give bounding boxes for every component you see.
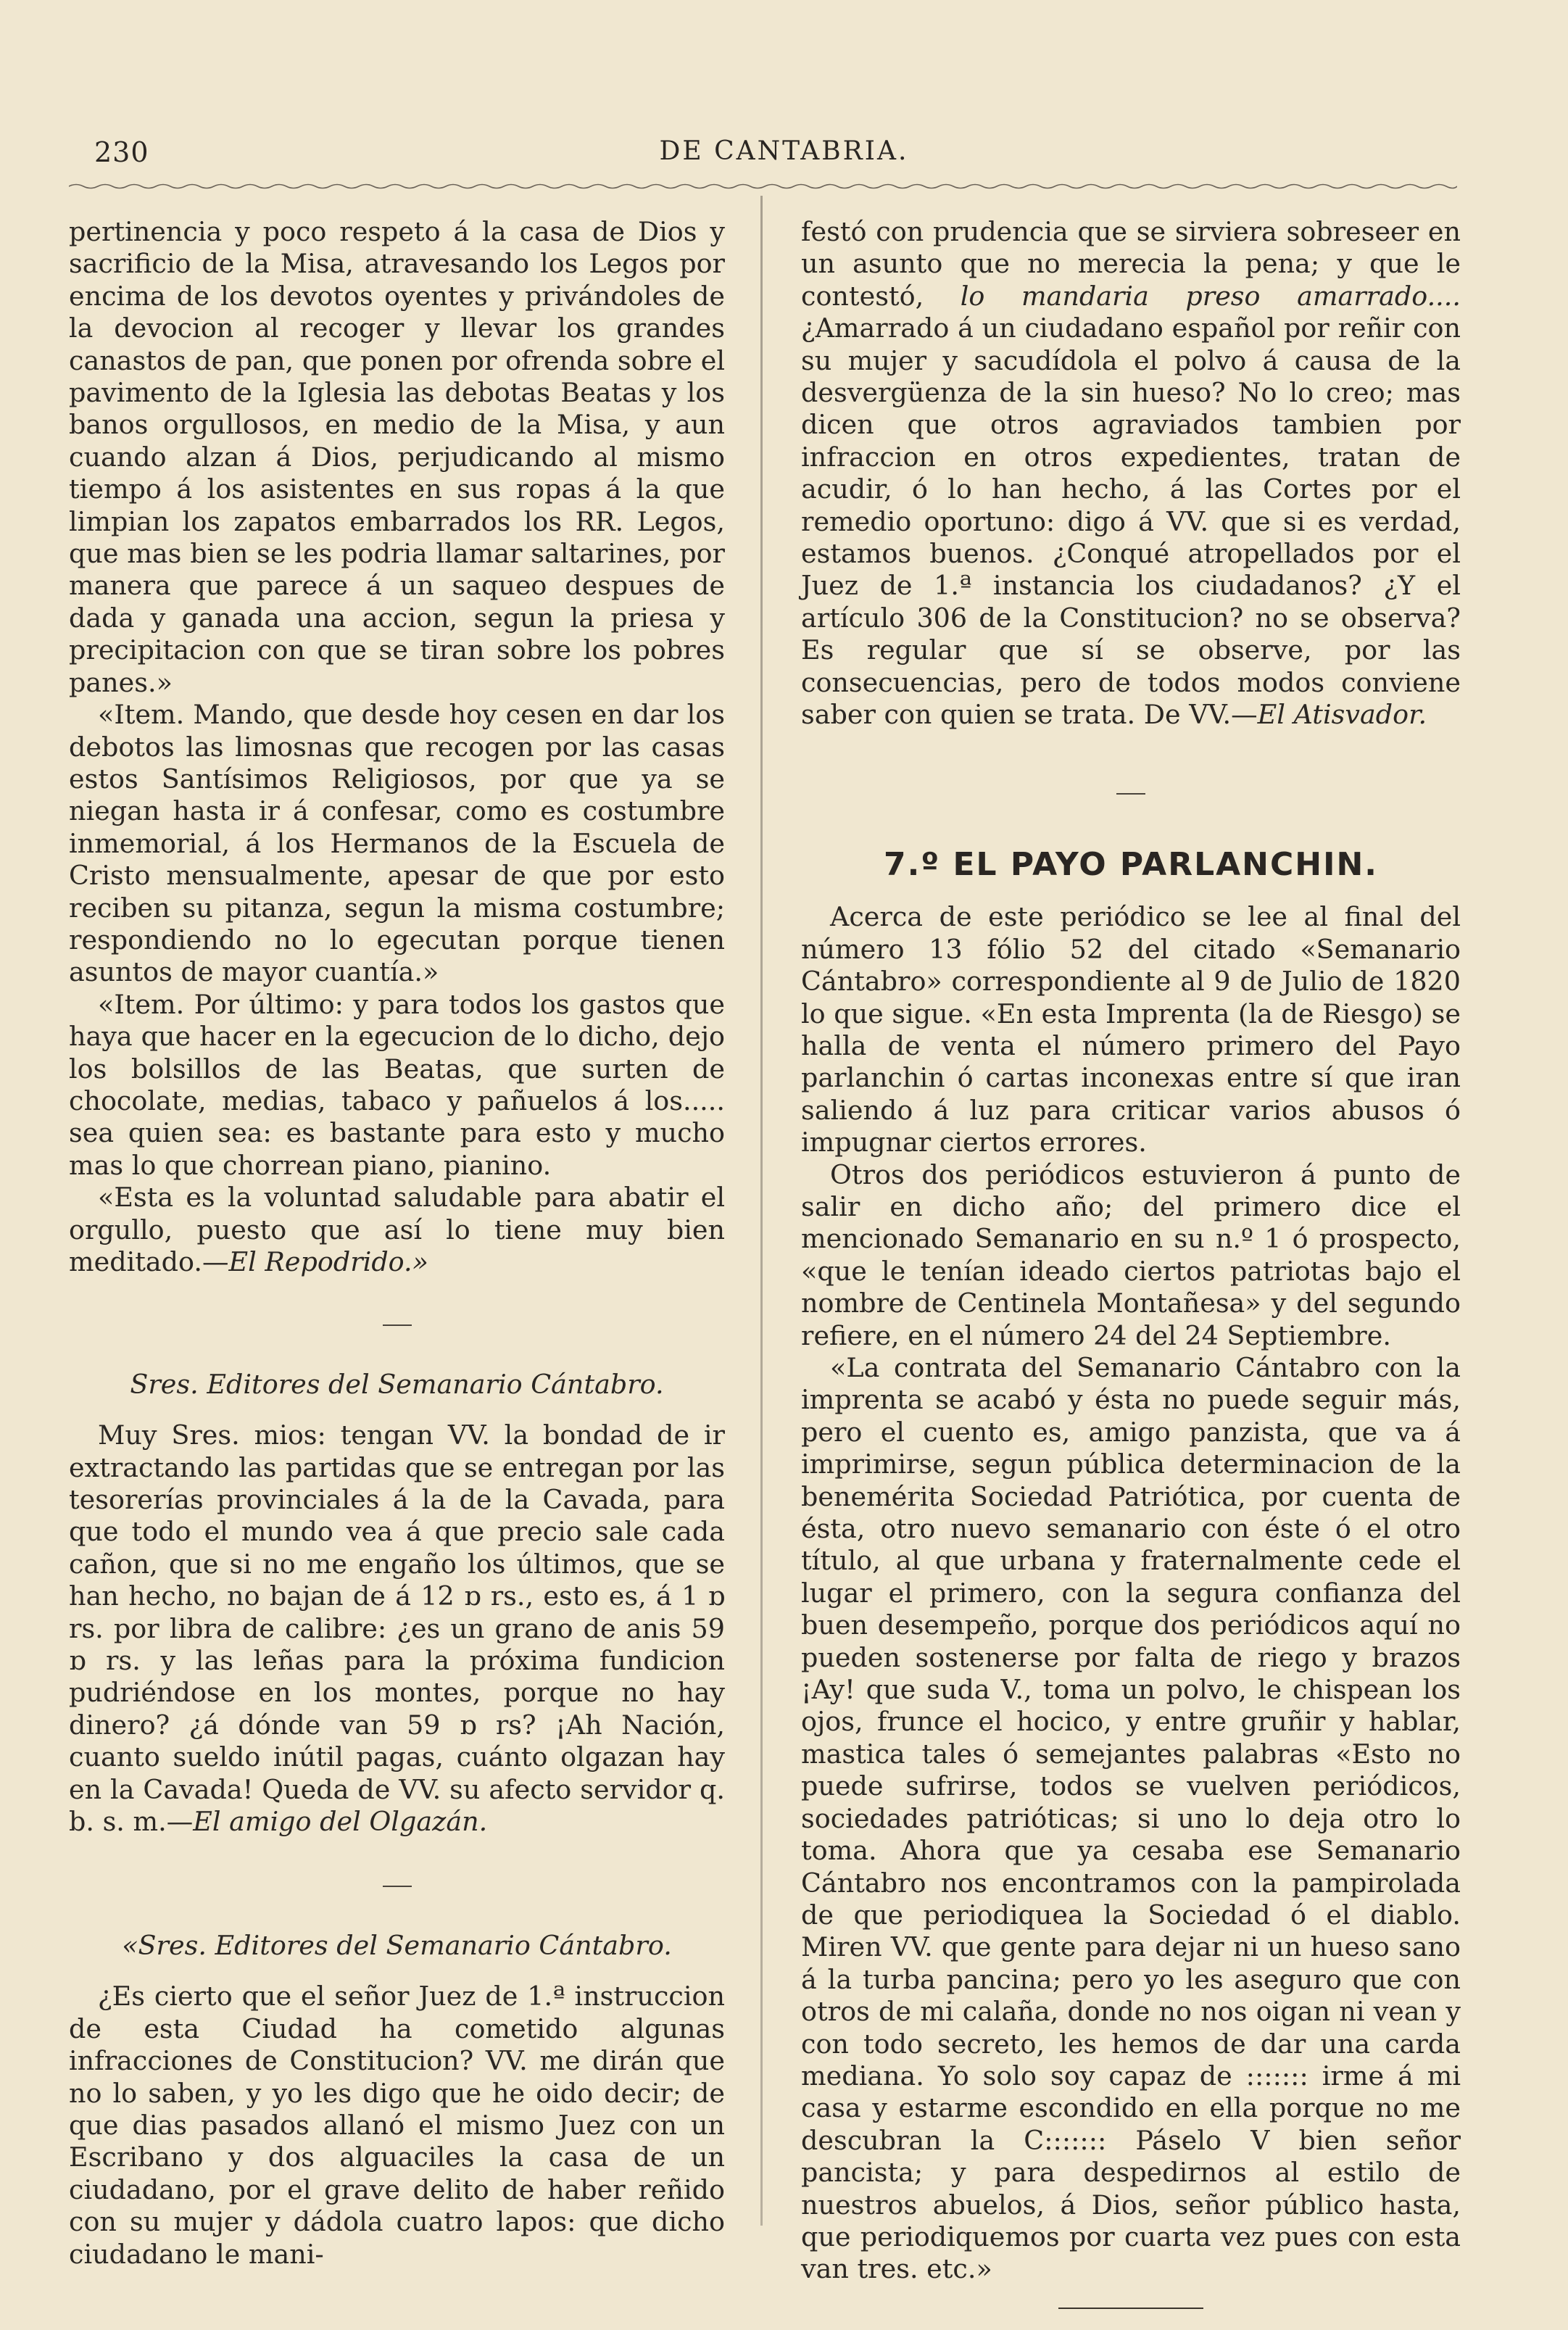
- end-rule: [1058, 2308, 1203, 2309]
- header-wavy-rule: [69, 183, 1457, 190]
- column-divider: [760, 196, 763, 2226]
- right-paragraph-2: Acerca de este periódico se lee al final del número 13 fólio 52 del citado «Semanario Cántabro» correspondiente al 9 de Julio de 1820 lo que sigue. «En esta Imprenta (la de Riesgo) se halla de venta el número primero del Payo parlanchin ó cartas inconexas entre sí que iran saliendo á luz para criticar varios abusos ó impugnar ciertos errores.: [801, 901, 1461, 1158]
- section-heading: 7.º EL PAYO PARLANCHIN.: [883, 845, 1379, 883]
- signature-repodrido: El Repodrido.»: [228, 1246, 428, 1277]
- separator-dash: [69, 1307, 725, 1339]
- journal-title: DE CANTABRIA.: [659, 136, 909, 166]
- right-paragraph-1-part-a: festó con prudencia que se sirviera sobreseer en un asunto que no merecia la pena; y que le contestó,: [801, 216, 1461, 312]
- letter-heading-1: Sres. Editores del Semanario Cántabro.: [130, 1368, 664, 1400]
- right-paragraph-3: Otros dos periódicos estuvieron á punto de salir en dicho año; del primero dice el mencionado Semanario en su n.º 1 ó prospecto, «que le tenían ideado ciertos patriotas bajo el nombre de Centinela Montañesa» y del segundo refiere, en el número 24 del 24 Septiembre.: [801, 1158, 1461, 1351]
- letter-heading-2: «Sres. Editores del Semanario Cántabro.: [122, 1929, 672, 1961]
- left-paragraph-3: «Item. Por último: y para todos los gastos que haya que hacer en la egecucion de lo dicho, dejo los bolsillos de las Beatas, que surten de chocolate, medias, tabaco y pañuelos á los..... sea quien sea: es bastante para esto y mucho mas lo que chorrean piano, pianino.: [69, 988, 725, 1181]
- right-paragraph-1: [801, 216, 1461, 731]
- right-column: [801, 216, 1461, 2309]
- left-paragraph-4: [69, 1182, 725, 1278]
- left-paragraph-5: [69, 1419, 725, 1838]
- page-number: 230: [94, 136, 149, 168]
- left-paragraph-4-text: «Esta es la voluntad saludable para abatir el orgullo, puesto que así lo tiene muy bien meditado.—: [69, 1182, 725, 1277]
- right-paragraph-1-quote: lo mandaria preso amarrado....: [960, 280, 1461, 312]
- left-paragraph-1: pertinencia y poco respeto á la casa de Dios y sacrificio de la Misa, atravesando los Legos por encima de los devotos oyentes y privándoles de la devocion al recoger y llevar los grandes canastos de pan, que ponen por ofrenda sobre el pavimento de la Iglesia las debotas Beatas y los banos orgullosos, en medio de la Misa, y aun cuando alzan á Dios, perjudicando al mismo tiempo á los asistentes en sus ropas á la que limpian los zapatos embarrados los RR. Legos, que mas bien se les podria llamar saltarines, por manera que parece á un saqueo despues de dada y ganada una accion, segun la priesa y precipitacion con que se tiran sobre los pobres panes.»: [69, 216, 725, 698]
- left-column: [69, 216, 725, 2271]
- running-head: [94, 136, 1474, 173]
- left-paragraph-6: ¿Es cierto que el señor Juez de 1.ª instruccion de esta Ciudad ha cometido algunas infracciones de Constitucion? VV. me dirán que no lo saben, y yo les digo que he oido decir; de que dias pasados allanó el mismo Juez con un Escribano y dos alguaciles la casa de un ciudadano, por el grave delito de haber reñido con su mujer y dádola cuatro lapos: que dicho ciudadano le mani-: [69, 1981, 725, 2270]
- separator-dash: [69, 1869, 725, 1901]
- left-paragraph-2: «Item. Mando, que desde hoy cesen en dar los debotos las limosnas que recogen por las casas estos Santísimos Religiosos, por que ya se niegan hasta ir á confesar, como es costumbre inmemorial, á los Hermanos de la Escuela de Cristo mensualmente, apesar de que por esto reciben su pitanza, segun la misma costumbre; respondiendo no lo egecutan porque tienen asuntos de mayor cuantía.»: [69, 699, 725, 988]
- separator-dash: [801, 776, 1461, 808]
- signature-atisvador: El Atisvador.: [1257, 699, 1427, 731]
- right-paragraph-1-part-c: ¿Amarrado á un ciudadano español por reñir con su mujer y sacudídola el polvo á causa de la desvergüenza de la sin hueso? No lo creo; mas dicen que otros agraviados tambien por infraccion en otros expedientes, tratan de acudir, ó lo han hecho, á las Cortes por el remedio oportuno: digo á VV. que si es verdad, estamos buenos. ¿Conqué atropellados por el Juez de 1.ª instancia los ciudadanos? ¿Y el artículo 306 de la Constitucion? no se observa? Es regular que sí se observe, por las consecuencias, pero de todos modos conviene saber con quien se trata. De VV.—: [801, 312, 1461, 731]
- right-paragraph-4: «La contrata del Semanario Cántabro con la imprenta se acabó y ésta no puede seguir más, pero el cuento es, amigo panzista, que va á imprimirse, segun pública determinacion de la benemérita Sociedad Patriótica, por cuenta de ésta, otro nuevo semanario con éste ó el otro título, al que urbana y fraternalmente cede el lugar el primero, con la segura confianza del buen desempeño, porque dos periódicos aquí no pueden sostenerse por falta de riego y brazos ¡Ay! que suda V., toma un polvo, le chispean los ojos, frunce el hocico, y entre gruñir y hablar, mastica tales ó semejantes palabras «Esto no puede sufrirse, todos se vuelven periódicos, sociedades patrióticas; si uno lo deja otro lo toma. Ahora que ya cesaba ese Semanario Cántabro nos encontramos con la pampirolada de que periodiquea la Sociedad ó el diablo. Miren VV. que gente para dejar ni un hueso sano á la turba pancina; pero yo les aseguro que con otros de mi calaña, donde no nos oigan ni vean y con todo secreto, les hemos de dar una carda mediana. Yo solo soy capaz de ::::::: irme á mi casa y estarme escondido en ella porque no me descubran la C::::::: Páselo V bien señor pancista; y para despedirnos al estilo de nuestros abuelos, á Dios, señor público hasta, que periodiquemos por cuarta vez pues con esta van tres. etc.»: [801, 1352, 1461, 2285]
- left-paragraph-5-text: Muy Sres. mios: tengan VV. la bondad de ir extractando las partidas que se entregan por las tesorerías provinciales á la de la Cavada, para que todo el mundo vea á que precio sale cada cañon, que si no me engaño los últimos, que se han hecho, no bajan de á 12 ɒ rs., esto es, á 1 ɒ rs. por libra de calibre: ¿es un grano de anis 59 ɒ rs. y las leñas para la próxima fundicion pudriéndose en los montes, porque no hay dinero? ¿á dónde van 59 ɒ rs? ¡Ah Nación, cuanto sueldo inútil pagas, cuánto olgazan hay en la Cavada! Queda de VV. su afecto servidor q. b. s. m.—: [69, 1419, 725, 1838]
- signature-olgazan: El amigo del Olgazán.: [193, 1806, 488, 1838]
